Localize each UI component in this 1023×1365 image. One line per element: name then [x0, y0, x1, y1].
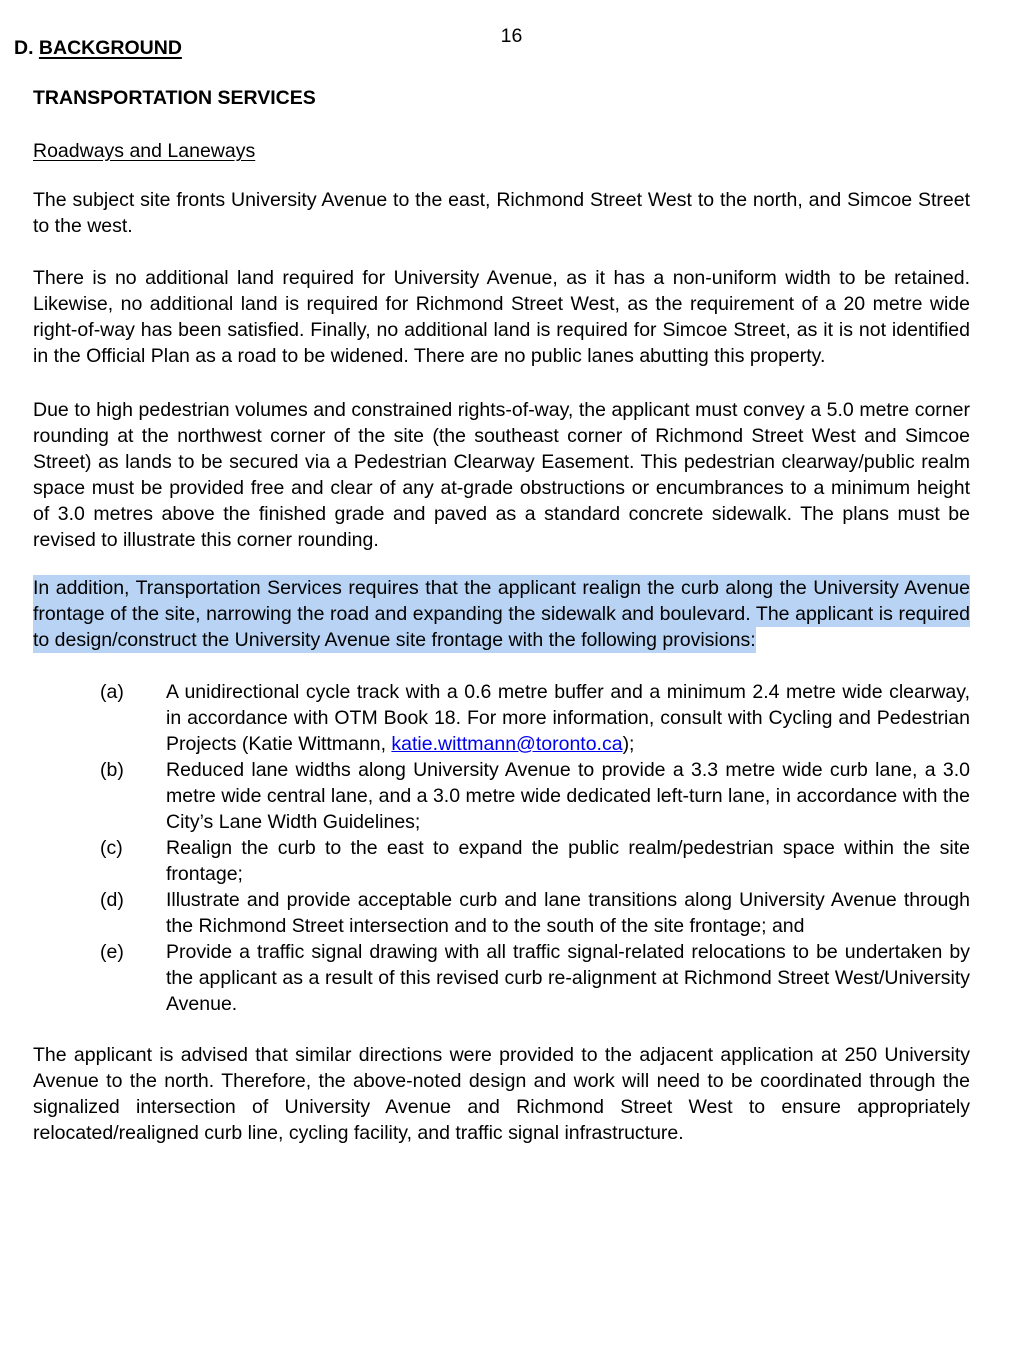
list-item-label: (b) [100, 759, 124, 781]
paragraph-coordination: The applicant is advised that similar directions were provided to the adjacent application at 250 University Avenue to the north. Therefore, the above-noted design and work will need to be coordinated through the signalized intersection of University Avenue and Richmond Street West to ensure appropriately relocated/realigned curb line, cycling facility, and traffic signal infrastructure. [33, 1044, 970, 1144]
list-item [33, 939, 970, 1017]
list-item-label: (e) [100, 941, 124, 963]
email-link[interactable]: katie.wittmann@toronto.ca [391, 733, 623, 755]
page-number: 16 [500, 25, 523, 47]
list-item [33, 679, 970, 757]
section-letter: D. [14, 37, 34, 59]
subsection-title: TRANSPORTATION SERVICES [33, 87, 316, 109]
list-item-text: Realign the curb to the east to expand the public realm/pedestrian space within the site frontage; [166, 837, 970, 885]
list-item-label: (c) [100, 837, 123, 859]
document-body [14, 35, 970, 1146]
paragraph-corner-rounding: Due to high pedestrian volumes and constrained rights-of-way, the applicant must convey a 5.0 metre corner rounding at the northwest corner of the site (the southeast corner of Richmond Street West and Simcoe Street) as lands to be secured via a Pedestrian Clearway Easement. This pedestrian clearway/public realm space must be provided free and clear of any at-grade obstructions or encumbrances to a minimum height of 3.0 metres above the finished grade and paved as a standard concrete sidewalk. The plans must be revised to illustrate this corner rounding. [33, 399, 970, 551]
list-item-label: (d) [100, 889, 124, 911]
section-title: BACKGROUND [38, 37, 182, 59]
provisions-list [33, 679, 970, 1017]
list-item-label: (a) [100, 681, 124, 703]
list-item-text: Illustrate and provide acceptable curb and lane transitions along University Avenue through the Richmond Street intersection and to the south of the site frontage; and [166, 889, 970, 937]
list-item [33, 835, 970, 887]
paragraph-land-requirements: There is no additional land required for University Avenue, as it has a non-uniform width to be retained. Likewise, no additional land is required for Richmond Street West, as the requirement of a 20 metre wide right-of-way has been satisfied. Finally, no additional land is required for Simcoe Street, as it is not identified in the Official Plan as a road to be widened. There are no public lanes abutting this property. [33, 267, 970, 367]
highlighted-paragraph [33, 575, 970, 653]
list-item-text: Provide a traffic signal drawing with all traffic signal-related relocations to be undertaken by the applicant as a result of this revised curb re-alignment at Richmond Street West/University Avenue. [166, 941, 970, 1015]
highlight-selection: In addition, Transportation Services requires that the applicant realign the curb along the University Avenue frontage of the site, narrowing the road and expanding the sidewalk and boulevard. The applicant is required to design/construct the University Avenue site frontage with the following provisions: [33, 577, 970, 651]
list-item-text: Reduced lane widths along University Avenue to provide a 3.3 metre wide curb lane, a 3.0 metre wide central lane, and a 3.0 metre wide dedicated left-turn lane, in accordance with the City’s Lane Width Guidelines; [166, 759, 970, 833]
list-item [33, 757, 970, 835]
list-item-text: A unidirectional cycle track with a 0.6 metre buffer and a minimum 2.4 metre wide clearway, in accordance with OTM Book 18. For more information, consult with Cycling and Pedestrian Projects (Katie Wittmann, katie.wittmann@toronto.ca); [166, 681, 970, 755]
paragraph-site-frontage: The subject site fronts University Avenue to the east, Richmond Street West to the north, and Simcoe Street to the west. [33, 189, 970, 237]
list-item [33, 887, 970, 939]
subheading-roadways: Roadways and Laneways [33, 140, 256, 162]
